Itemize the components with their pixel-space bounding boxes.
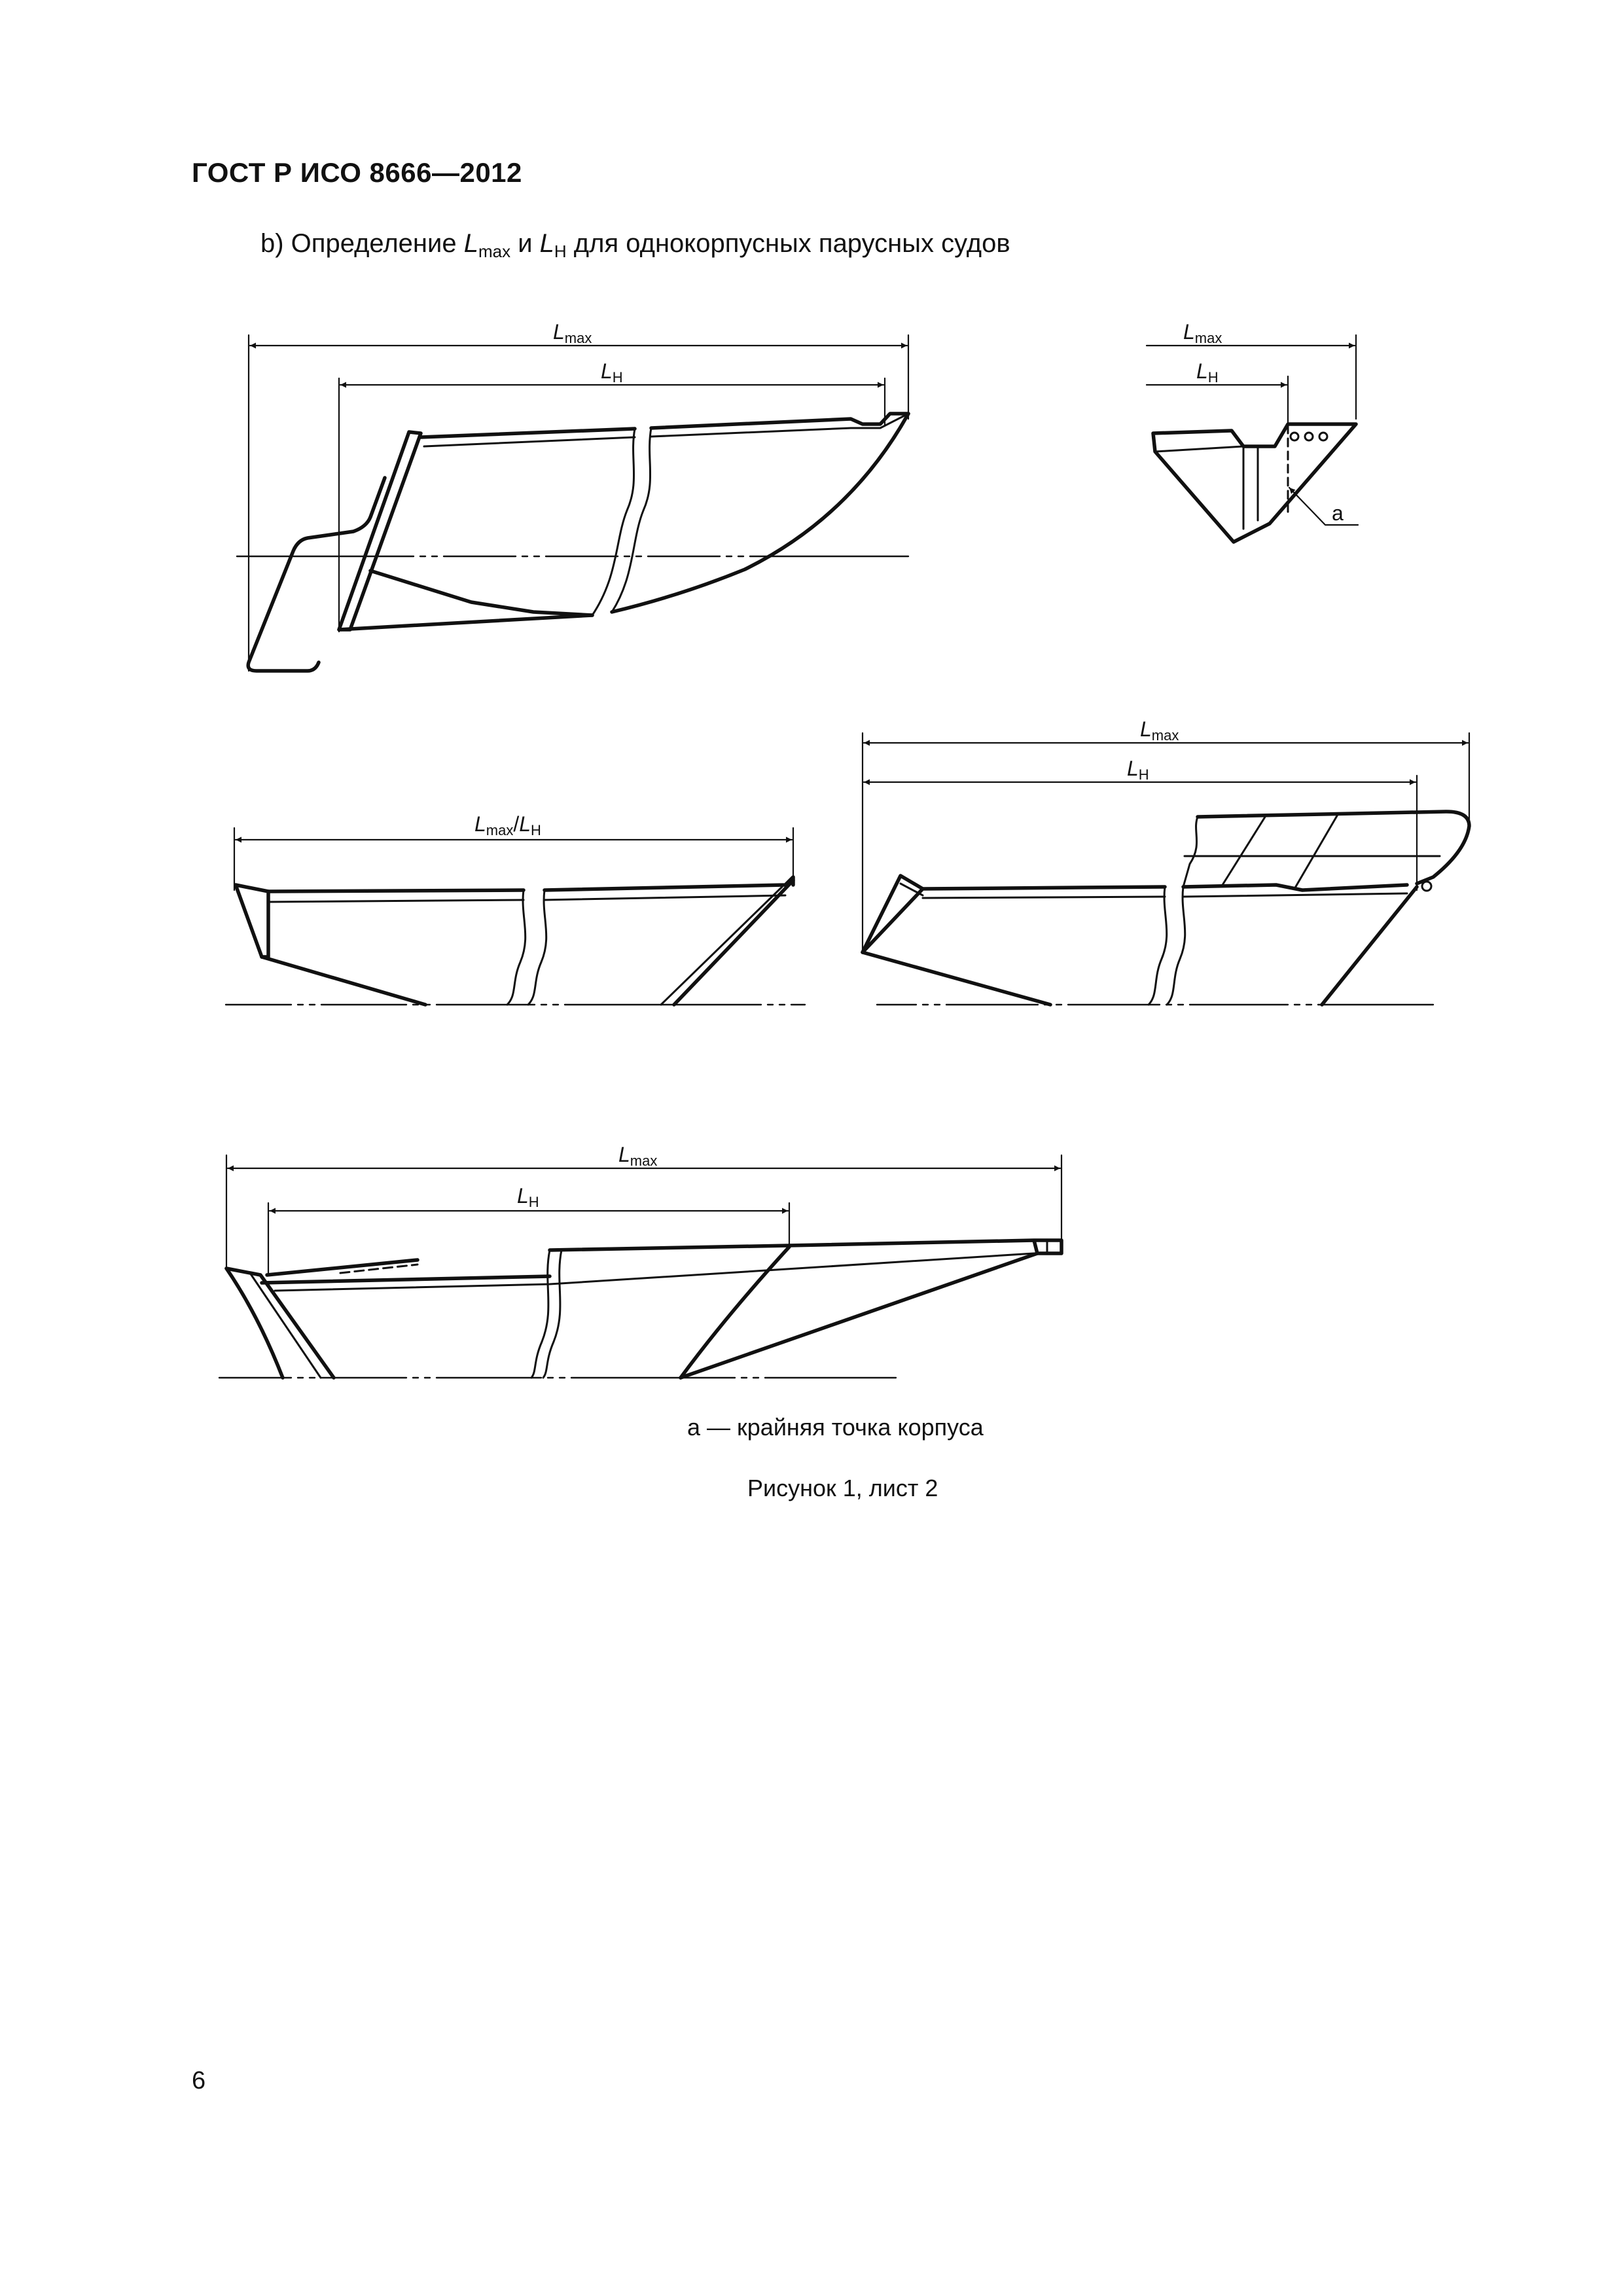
transom [863,876,923,952]
lh-label: LH [601,359,623,386]
lmax-label: Lmax [618,1143,658,1169]
subtitle-mid: и [510,229,540,258]
lh-label: LH [1196,359,1219,386]
transom [236,885,268,957]
break-line [1167,887,1185,1005]
porthole-icon [1291,433,1298,440]
sheer-line [421,414,908,437]
lmax-label: Lmax [1183,320,1222,346]
standard-header: ГОСТ Р ИСО 8666—2012 [192,157,522,188]
window-divider [1222,815,1266,885]
break-line [612,428,651,612]
porthole-icon [1319,433,1327,440]
keel-line [370,571,592,615]
hull-drawing-4 [863,717,1469,1005]
subtitle-s1: max [478,242,511,261]
deckhouse-break-line [1183,817,1198,887]
stem-inner-line [661,887,782,1005]
hull-drawing-5 [219,1143,1061,1378]
subtitle-prefix: b) Определение [260,229,464,258]
break-line [1149,887,1167,1005]
break-line [592,429,635,615]
deck-line [1155,446,1243,452]
hull-drawing-2 [1147,320,1358,542]
bow-profile [612,414,908,612]
point-a-label: a [1332,501,1344,525]
stem-line [1322,887,1417,1005]
deck-line [268,895,785,902]
lmax-label: Lmax [553,320,592,346]
subtitle-suffix: для однокорпусных парусных судов [566,229,1010,258]
legend-point-a: а — крайняя точка корпуса [687,1414,984,1441]
break-line [507,890,526,1005]
stem-line [674,880,793,1005]
lh-label: LH [1127,757,1149,783]
subtitle-s2: H [554,242,567,261]
hull-drawing-1 [237,320,908,671]
deck-line [275,1253,1034,1291]
transom [226,1268,334,1378]
page-number: 6 [192,2067,206,2094]
subtitle-l2: L [539,229,554,258]
stern-overhang [226,1268,283,1378]
porthole-icon [1305,433,1313,440]
bottom-line [262,957,425,1005]
rudder-outline [248,478,385,671]
break-line [531,1250,550,1378]
pulpit-icon [1422,882,1431,891]
hull-drawing-3 [226,812,805,1005]
window-divider [1294,814,1338,889]
point-a-leader [1289,488,1358,525]
lmax-label: Lmax [1140,717,1179,744]
bottom-line [863,952,1050,1005]
subtitle-l1: L [463,229,478,258]
break-line [528,890,546,1005]
figure-caption: Рисунок 1, лист 2 [747,1475,938,1501]
lmax-lh-label: Lmax/LH [474,812,541,838]
sheer-line [268,877,793,891]
break-line [543,1250,562,1378]
lh-label: LH [517,1184,539,1210]
bottom-line [339,615,592,630]
